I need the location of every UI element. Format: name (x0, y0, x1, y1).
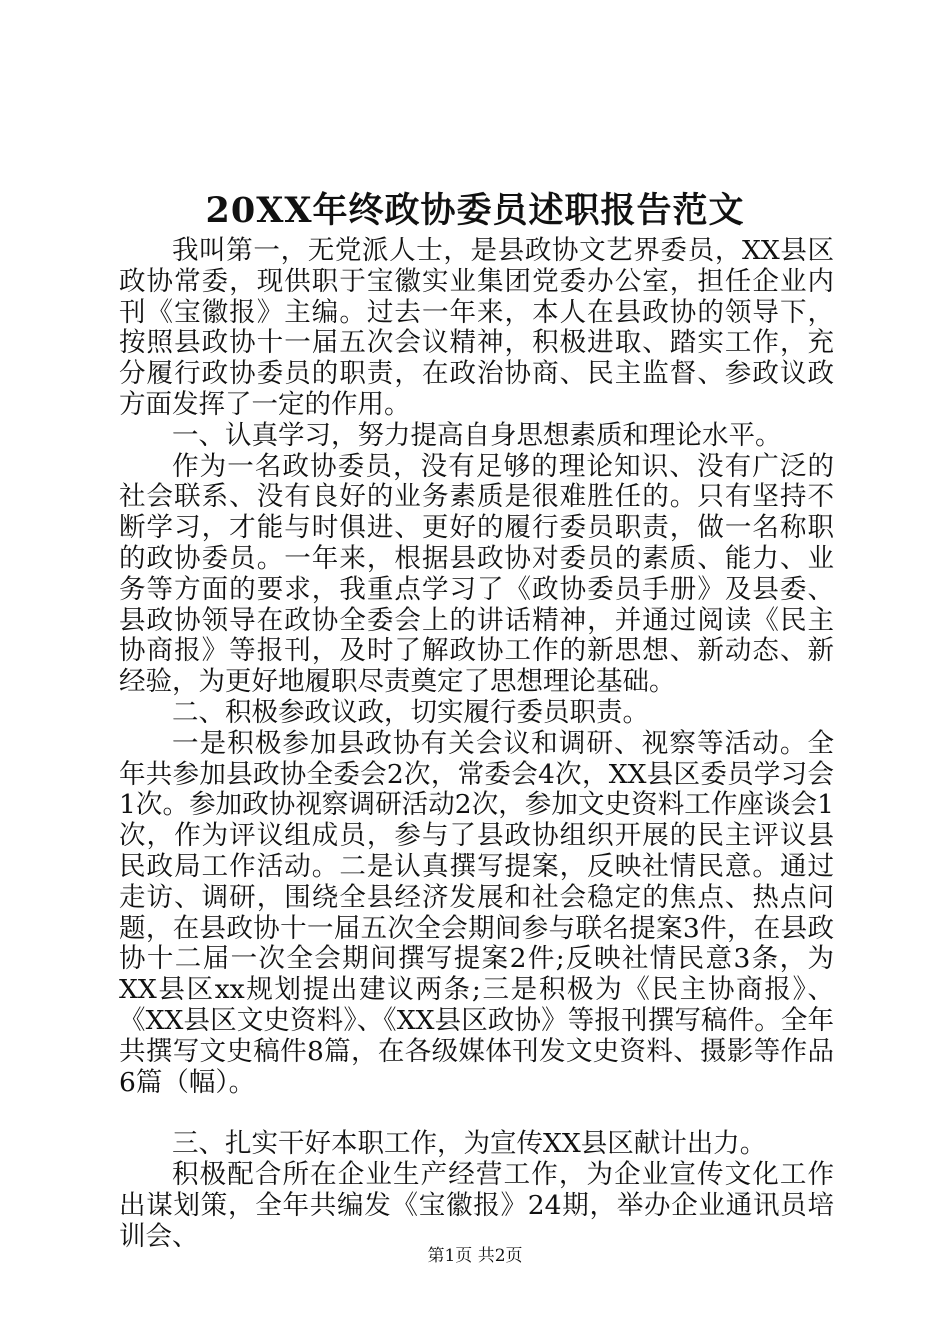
section-heading-2: 二、积极参政议政，切实履行委员职责。 (172, 696, 649, 728)
page-footer: 第1页 共2页 (427, 1246, 523, 1266)
paragraph-study: 作为一名政协委员，没有足够的理论知识、没有广泛的社会联系、没有良好的业务素质是很难胜任的。只有坚持不断学习，才能与时俱进、更好的履行委员职责，做一名称职的政协委员。一年来，根据县政协对委员的素质、能力、业务等方面的要求，我重点学习了《政协委员手册》及县委、县政协领导在政协全委会上的讲话精神，并通过阅读《民主协商报》等报刊，及时了解政协工作的新思想、新动态、新经验，为更好地履职尽责奠定了思想理论基础。 (119, 450, 834, 698)
paragraph-participation: 一是积极参加县政协有关会议和调研、视察等活动。全年共参加县政协全委会2次，常委会4次，XX县区委员学习会1次。参加政协视察调研活动2次，参加文史资料工作座谈会1次，作为评议组成员，参与了县政协组织开展的民主评议县民政局工作活动。二是认真撰写提案，反映社情民意。通过走访、调研，围绕全县经济发展和社会稳定的焦点、热点问题，在县政协十一届五次全会期间参与联名提案3件，在县政协十二届一次全会期间撰写提案2件;反映社情民意3条，为XX县区xx规划提出建议两条;三是积极为《民主协商报》、《XX县区文史资料》、《XX县区政协》等报刊撰写稿件。全年共撰写文史稿件8篇，在各级媒体刊发文史资料、摄影等作品6篇（幅）。 (119, 727, 834, 1098)
paragraph-intro: 我叫第一，无党派人士，是县政协文艺界委员，XX县区政协常委，现供职于宝徽实业集团党委办公室，担任企业内刊《宝徽报》主编。过去一年来，本人在县政协的领导下，按照县政协十一届五次会议精神，积极进取、踏实工作，充分履行政协委员的职责，在政治协商、民主监督、参政议政方面发挥了一定的作用。 (119, 235, 834, 420)
section-heading-3: 三、扎实干好本职工作，为宣传XX县区献计出力。 (172, 1128, 767, 1160)
section-heading-1: 一、认真学习，努力提高自身思想素质和理论水平。 (172, 419, 782, 451)
document-title: 20XX年终政协委员述职报告范文 (205, 190, 745, 231)
document-body (119, 236, 834, 1253)
paragraph-work: 积极配合所在企业生产经营工作，为企业宣传文化工作出谋划策，全年共编发《宝徽报》24期，举办企业通讯员培训会、 (119, 1159, 834, 1252)
